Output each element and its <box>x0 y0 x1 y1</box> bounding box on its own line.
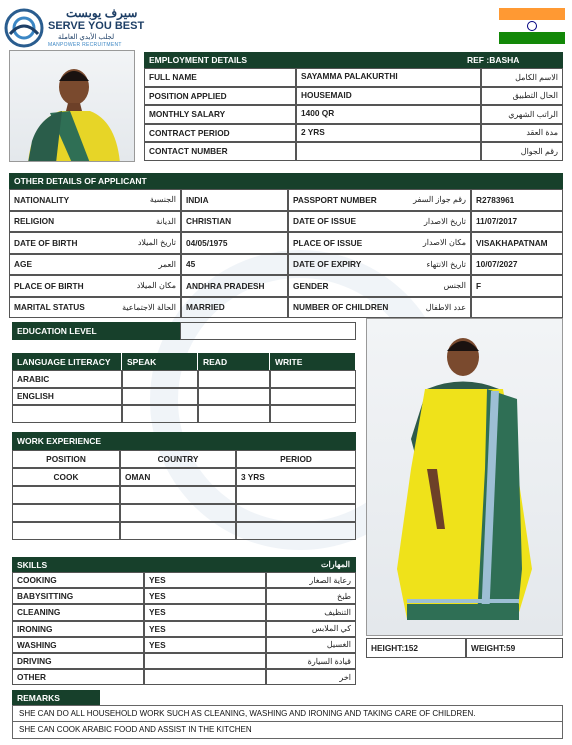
employment-value <box>296 142 481 161</box>
work-cell <box>12 486 120 504</box>
employment-label: FULL NAME <box>144 68 296 87</box>
detail-value: VISAKHAPATNAM <box>471 232 563 254</box>
skill-row <box>12 572 356 588</box>
logo-name: SERVE YOU BEST <box>48 20 145 32</box>
other-details-row <box>9 189 563 211</box>
detail-label-en: MARITAL STATUS <box>14 302 85 313</box>
detail-label-en: GENDER <box>293 280 329 291</box>
employment-label: POSITION APPLIED <box>144 87 296 106</box>
employment-value: HOUSEMAID <box>296 87 481 106</box>
skill-name-ar: اخر <box>266 669 356 685</box>
skill-name: DRIVING <box>12 653 144 669</box>
detail-value: 10/07/2027 <box>471 254 563 276</box>
ref-number: REF :BASHA <box>467 55 520 65</box>
logo-emblem-icon <box>4 8 44 48</box>
detail-label-ar: الحالة الاجتماعية <box>122 302 176 312</box>
remarks-line-1: SHE CAN DO ALL HOUSEHOLD WORK SUCH AS CLEANING, WASHING AND IRONING AND TAKING CARE OF CHILDREN. <box>13 706 562 722</box>
language-cell <box>122 370 198 388</box>
work-cell: OMAN <box>120 468 236 486</box>
work-cell <box>120 522 236 540</box>
detail-label <box>9 275 181 297</box>
remarks-header <box>12 690 100 705</box>
skill-name-ar: قيادة السيارة <box>266 653 356 669</box>
detail-label <box>288 189 471 211</box>
other-details-row <box>9 275 563 297</box>
detail-value: CHRISTIAN <box>181 211 288 233</box>
work-cell: COOK <box>12 468 120 486</box>
detail-value: INDIA <box>181 189 288 211</box>
employment-label-ar: الاسم الكامل <box>481 68 563 87</box>
language-cell <box>122 405 198 423</box>
detail-label-ar: عدد الاطفال <box>425 302 466 312</box>
work-header <box>12 432 356 450</box>
skill-row <box>12 588 356 604</box>
skill-value: YES <box>144 621 266 637</box>
detail-label-en: PLACE OF ISSUE <box>293 237 363 248</box>
detail-value: ANDHRA PRADESH <box>181 275 288 297</box>
employment-header <box>144 52 462 68</box>
education-value <box>180 322 356 340</box>
detail-label-ar: تاريخ الانتهاء <box>426 259 466 269</box>
logo-sub-arabic: لجلب الأيدي العاملة <box>58 34 115 41</box>
work-header-row <box>12 450 356 468</box>
ref-header <box>462 52 563 68</box>
skills-table <box>12 572 356 685</box>
other-details-table <box>9 189 563 318</box>
language-cell <box>12 405 122 423</box>
skill-name: OTHER <box>12 669 144 685</box>
language-row <box>12 388 356 406</box>
work-cell <box>12 504 120 522</box>
weight-value: WEIGHT:59 <box>466 638 563 658</box>
language-header-cell: WRITE <box>270 353 356 370</box>
employment-value: 2 YRS <box>296 124 481 143</box>
language-header-row <box>12 353 356 370</box>
employment-row <box>144 124 563 143</box>
other-details-row <box>9 254 563 276</box>
language-header-cell: LANGUAGE LITERACY <box>12 353 122 370</box>
other-details-title: OTHER DETAILS OF APPLICANT <box>14 176 147 186</box>
applicant-portrait <box>9 50 135 162</box>
detail-label-ar: العمر <box>158 259 176 269</box>
skills-title-ar: المهارات <box>320 560 350 569</box>
language-header-cell: SPEAK <box>122 353 198 370</box>
work-cell: 3 YRS <box>236 468 356 486</box>
detail-label-ar: الجنسية <box>149 195 176 205</box>
skill-value: YES <box>144 572 266 588</box>
language-cell <box>198 405 270 423</box>
language-header-cell: READ <box>198 353 270 370</box>
detail-label-en: RELIGION <box>14 216 55 227</box>
detail-label-ar: تاريخ الميلاد <box>137 238 176 248</box>
skill-value: YES <box>144 637 266 653</box>
remarks-title: REMARKS <box>17 692 60 703</box>
detail-label-ar: مكان الاصدار <box>422 238 466 248</box>
detail-label <box>288 232 471 254</box>
work-header-cell: COUNTRY <box>120 450 236 468</box>
language-cell: ENGLISH <box>12 388 122 406</box>
work-row <box>12 486 356 504</box>
detail-label <box>288 254 471 276</box>
skill-value: YES <box>144 588 266 604</box>
detail-value: MARRIED <box>181 297 288 319</box>
detail-label <box>288 275 471 297</box>
detail-label <box>9 211 181 233</box>
detail-label-en: PASSPORT NUMBER <box>293 194 377 205</box>
detail-label-en: AGE <box>14 259 32 270</box>
detail-label-en: DATE OF BIRTH <box>14 237 78 248</box>
employment-label: CONTACT NUMBER <box>144 142 296 161</box>
detail-label-ar: رقم جواز السفر <box>413 195 466 205</box>
detail-label <box>9 254 181 276</box>
work-cell <box>12 522 120 540</box>
work-cell <box>120 486 236 504</box>
detail-label-en: DATE OF ISSUE <box>293 216 357 227</box>
skill-name: WASHING <box>12 637 144 653</box>
detail-value: 11/07/2017 <box>471 211 563 233</box>
skill-name-ar: طبخ <box>266 588 356 604</box>
detail-label-en: NUMBER OF CHILDREN <box>293 302 389 313</box>
remarks-box <box>12 705 563 739</box>
language-cell <box>270 388 356 406</box>
skill-name: CLEANING <box>12 604 144 620</box>
detail-label <box>9 232 181 254</box>
detail-value <box>471 297 563 319</box>
employment-value: 1400 QR <box>296 105 481 124</box>
detail-label <box>9 189 181 211</box>
work-header-cell: POSITION <box>12 450 120 468</box>
employment-label-ar: رقم الجوال <box>481 142 563 161</box>
detail-value: 45 <box>181 254 288 276</box>
skill-row <box>12 653 356 669</box>
language-cell <box>270 405 356 423</box>
skill-row <box>12 604 356 620</box>
language-cell <box>198 370 270 388</box>
other-details-row <box>9 297 563 319</box>
employment-label-ar: مدة العقد <box>481 124 563 143</box>
language-cell: ARABIC <box>12 370 122 388</box>
skill-name: COOKING <box>12 572 144 588</box>
language-cell <box>122 388 198 406</box>
employment-value: SAYAMMA PALAKURTHI <box>296 68 481 87</box>
skill-name: IRONING <box>12 621 144 637</box>
employment-row <box>144 142 563 161</box>
work-row <box>12 468 356 486</box>
logo-arabic: سيرف يوبست <box>66 6 138 20</box>
work-title: WORK EXPERIENCE <box>17 436 102 446</box>
skills-title: SKILLS <box>17 559 48 570</box>
detail-label-en: DATE OF EXPIRY <box>293 259 362 270</box>
detail-label <box>288 211 471 233</box>
skill-value <box>144 669 266 685</box>
other-details-header <box>9 173 563 189</box>
detail-label-ar: مكان الميلاد <box>136 281 176 291</box>
work-cell <box>236 486 356 504</box>
detail-label-en: PLACE OF BIRTH <box>14 280 84 291</box>
language-cell <box>270 370 356 388</box>
detail-label <box>288 297 471 319</box>
work-cell <box>120 504 236 522</box>
employment-row <box>144 87 563 106</box>
detail-label-ar: تاريخ الاصدار <box>423 216 466 226</box>
language-row <box>12 405 356 423</box>
skill-row <box>12 621 356 637</box>
detail-value: 04/05/1975 <box>181 232 288 254</box>
skill-value: YES <box>144 604 266 620</box>
remarks-line-2: SHE CAN COOK ARABIC FOOD AND ASSIST IN THE KITCHEN <box>19 725 252 734</box>
detail-label <box>9 297 181 319</box>
skill-name-ar: كي الملابس <box>266 621 356 637</box>
skill-row <box>12 669 356 685</box>
detail-label-ar: الديانة <box>155 216 176 226</box>
skill-name: BABYSITTING <box>12 588 144 604</box>
education-header <box>12 322 180 340</box>
employment-label: CONTRACT PERIOD <box>144 124 296 143</box>
skill-row <box>12 637 356 653</box>
company-logo <box>4 6 154 48</box>
language-row <box>12 370 356 388</box>
detail-label-ar: الجنس <box>443 281 466 291</box>
work-row <box>12 504 356 522</box>
height-value: HEIGHT:152 <box>366 638 466 658</box>
logo-sub: MANPOWER RECRUITMENT <box>48 42 122 48</box>
detail-value: R2783961 <box>471 189 563 211</box>
employment-label-ar: الحال التطبيق <box>481 87 563 106</box>
skill-name-ar: التنظيف <box>266 604 356 620</box>
employment-title: EMPLOYMENT DETAILS <box>149 55 248 65</box>
india-flag-icon <box>499 8 565 44</box>
education-title: EDUCATION LEVEL <box>17 326 97 336</box>
skill-name-ar: رعاية الصغار <box>266 572 356 588</box>
skills-header <box>12 557 356 572</box>
employment-row <box>144 105 563 124</box>
skill-value <box>144 653 266 669</box>
employment-label-ar: الراتب الشهري <box>481 105 563 124</box>
employment-label: MONTHLY SALARY <box>144 105 296 124</box>
work-cell <box>236 522 356 540</box>
detail-value: F <box>471 275 563 297</box>
detail-label-en: NATIONALITY <box>14 194 70 205</box>
skill-name-ar: الغسيل <box>266 637 356 653</box>
employment-row <box>144 68 563 87</box>
other-details-row <box>9 232 563 254</box>
work-cell <box>236 504 356 522</box>
language-table <box>12 353 356 423</box>
language-cell <box>198 388 270 406</box>
work-row <box>12 522 356 540</box>
employment-table <box>144 68 563 161</box>
other-details-row <box>9 211 563 233</box>
work-table <box>12 450 356 540</box>
applicant-full-photo <box>366 318 563 636</box>
work-header-cell: PERIOD <box>236 450 356 468</box>
